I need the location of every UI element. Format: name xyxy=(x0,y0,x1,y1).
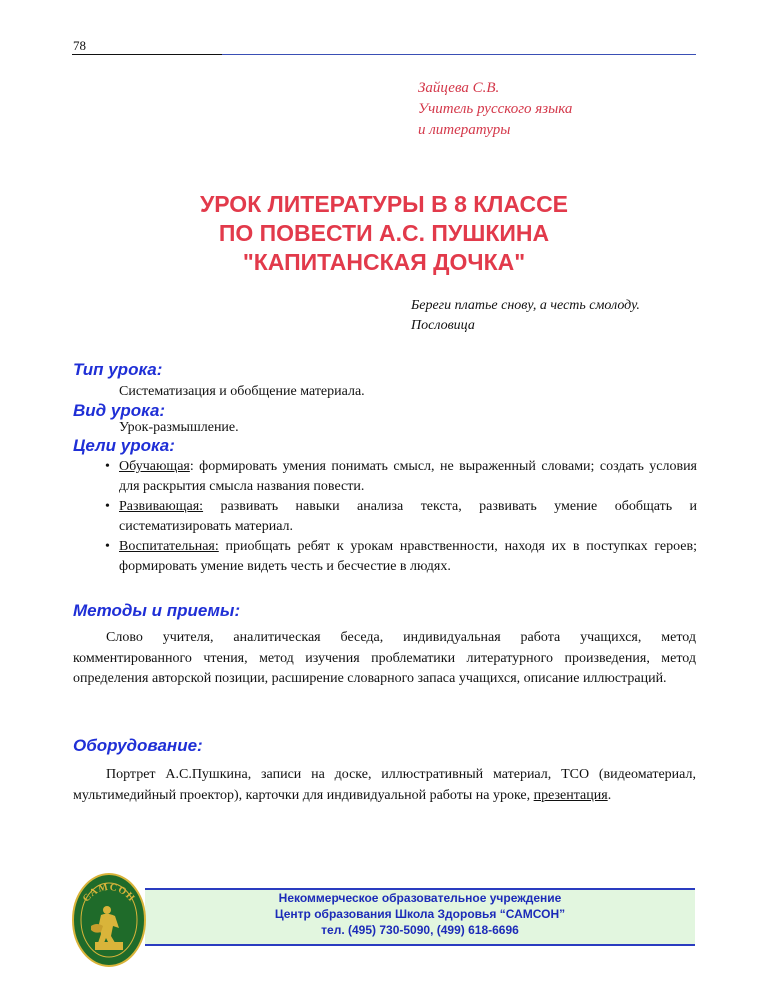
footer-line2: Центр образования Школа Здоровья “САМСОН” xyxy=(274,907,566,921)
author-position-line2: и литературы xyxy=(418,122,511,138)
equipment-paragraph xyxy=(73,765,696,806)
goals-heading: Цели урока: xyxy=(73,436,175,455)
author-position-line1: Учитель русского языка xyxy=(418,101,573,117)
author-name: Зайцева С.В. xyxy=(418,80,500,96)
epigraph-source: Пословица xyxy=(411,318,475,333)
epigraph xyxy=(411,296,640,336)
lesson-type-heading: Тип урока: xyxy=(73,360,163,379)
goal-item-developing xyxy=(105,497,697,537)
footer-line3: тел. (495) 730-5090, (499) 618-6696 xyxy=(321,923,519,937)
goal-text: приобщать ребят к урокам нравственности, находя их в поступках героев; формировать умение видеть честь и бесчестие в людях. xyxy=(119,539,697,574)
lesson-kind-heading: Вид урока: xyxy=(73,401,166,420)
goal-text: развивать навыки анализа текста, развивать умение обобщать и систематизировать материал. xyxy=(119,499,697,534)
page-title xyxy=(72,190,696,277)
goal-item-teaching xyxy=(105,457,697,497)
lesson-kind-text: Урок-размышление. xyxy=(119,420,239,435)
author-block xyxy=(418,78,572,141)
goal-label: Обучающая xyxy=(119,459,190,474)
presentation-link[interactable]: презентация xyxy=(533,787,608,803)
goal-item-upbringing xyxy=(105,537,697,577)
samson-logo-icon xyxy=(71,872,147,968)
equipment-text: Портрет А.С.Пушкина, записи на доске, иллюстративный материал, ТСО (видеоматериал, мультимедийный проектор), карточки для индивидуальной работы на уроке, xyxy=(73,767,696,803)
title-line2: ПО ПОВЕСТИ А.С. ПУШКИНА xyxy=(218,220,550,246)
epigraph-text: Береги платье снову, а честь смолоду. xyxy=(411,298,640,313)
footer xyxy=(145,890,695,938)
lesson-type-text: Систематизация и обобщение материала. xyxy=(119,384,365,399)
equipment-end: . xyxy=(607,787,612,803)
goal-text: : формировать умения понимать смысл, не выраженный словами; создать условия для раскрытия смысла названия повести. xyxy=(119,459,697,494)
goal-label: Воспитательная: xyxy=(119,539,219,554)
title-line1: УРОК ЛИТЕРАТУРЫ В 8 КЛАССЕ xyxy=(199,191,569,217)
methods-heading: Методы и приемы: xyxy=(73,601,241,620)
logo-text: САМСОН xyxy=(80,881,138,905)
page-number: 78 xyxy=(73,38,86,53)
footer-line1: Некоммерческое образовательное учреждение xyxy=(278,891,562,905)
title-line3: "КАПИТАНСКАЯ ДОЧКА" xyxy=(242,249,526,275)
goal-label: Развивающая: xyxy=(119,499,204,514)
header-rule xyxy=(72,54,696,55)
goals-list xyxy=(105,457,697,577)
equipment-heading: Оборудование: xyxy=(73,736,203,755)
methods-text: Слово учителя, аналитическая беседа, индивидуальная работа учащихся, метод комментированного чтения, метод изучения проблематики литературного произведения, метод определения авторской позиции, расширение словарного запаса учащихся, описание иллюстраций. xyxy=(73,630,696,686)
